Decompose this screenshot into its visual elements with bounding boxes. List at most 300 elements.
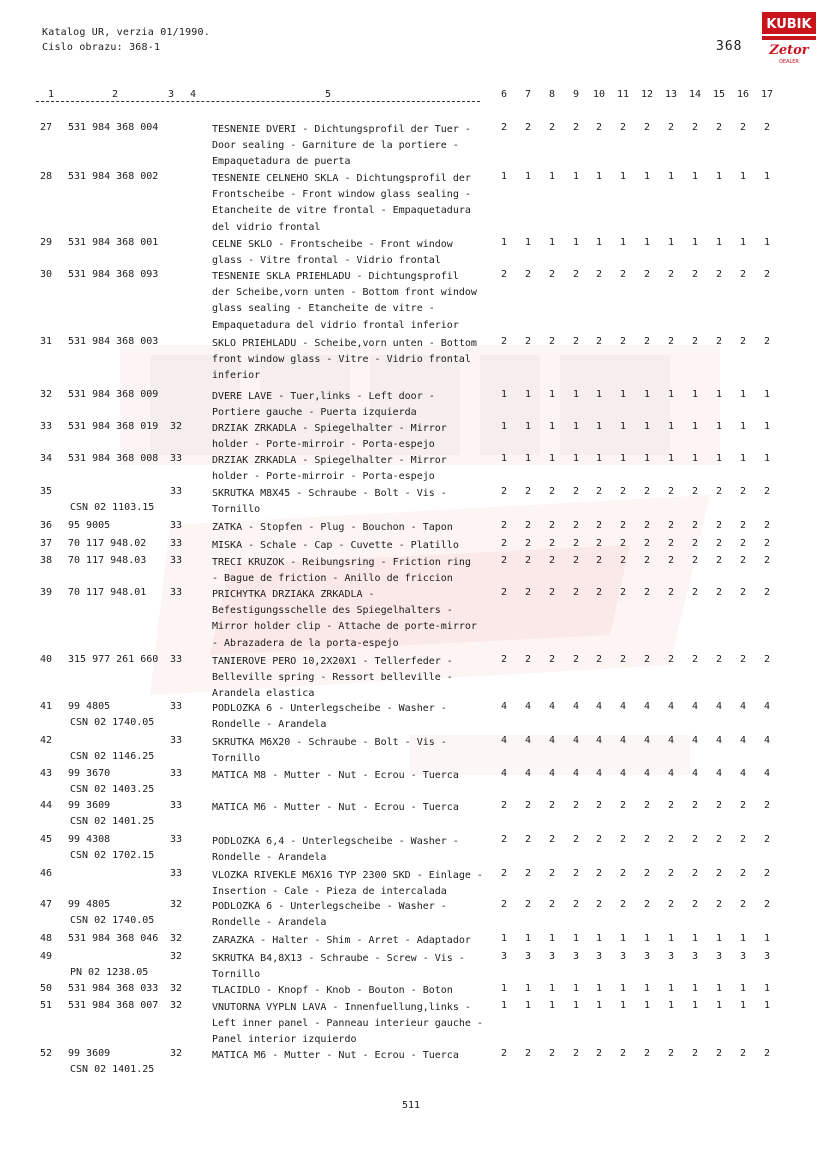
quantity-cell: 4	[667, 768, 675, 779]
quantity-cell: 1	[572, 421, 580, 432]
quantity-cell: 2	[691, 899, 699, 910]
quantity-cell: 1	[691, 983, 699, 994]
reference-number: 33	[170, 701, 183, 712]
reference-number: 32	[170, 983, 183, 994]
quantity-cell: 2	[739, 654, 747, 665]
quantity-cell: 4	[715, 701, 723, 712]
quantity-cell: 3	[548, 951, 556, 962]
quantity-cell: 4	[548, 735, 556, 746]
quantity-cell: 2	[763, 269, 771, 280]
col-header-15: 15	[712, 89, 726, 100]
quantity-cell: 1	[667, 453, 675, 464]
part-number: 99 3670	[68, 768, 111, 779]
part-number: 531 984 368 033	[68, 983, 159, 994]
quantity-cell: 2	[691, 520, 699, 531]
quantity-cell: 1	[739, 983, 747, 994]
quantity-cell: 3	[691, 951, 699, 962]
quantity-cell: 2	[524, 899, 532, 910]
quantity-cell: 1	[572, 983, 580, 994]
logo-text-top: KUBIK	[766, 17, 812, 32]
quantity-cell: 4	[619, 735, 627, 746]
quantity-cell: 1	[643, 171, 651, 182]
quantity-cell: 1	[619, 933, 627, 944]
part-description: PODLOZKA 6 - Unterlegscheibe - Washer - Rondelle - Arandela	[212, 901, 447, 929]
quantity-cell: 2	[763, 800, 771, 811]
quantity-cell: 1	[595, 171, 603, 182]
quantity-cell: 2	[524, 555, 532, 566]
reference-number: 32	[170, 899, 183, 910]
quantity-cell: 1	[739, 1000, 747, 1011]
quantity-cell: 4	[524, 768, 532, 779]
quantity-cell: 2	[643, 336, 651, 347]
quantity-cell: 1	[524, 171, 532, 182]
reference-number: 33	[170, 555, 183, 566]
quantity-cell: 1	[524, 453, 532, 464]
reference-number: 33	[170, 486, 183, 497]
quantity-cell: 2	[715, 520, 723, 531]
standard-number: CSN 02 1702.15	[70, 850, 155, 861]
quantity-cell: 2	[524, 587, 532, 598]
quantity-cell: 1	[500, 171, 508, 182]
quantity-cell: 2	[595, 520, 603, 531]
quantity-cell: 2	[667, 555, 675, 566]
quantity-cell: 2	[691, 555, 699, 566]
col-header-16: 16	[736, 89, 750, 100]
part-description: ZATKA - Stopfen - Plug - Bouchon - Tapon	[212, 522, 453, 533]
quantity-cell: 2	[739, 538, 747, 549]
quantity-cell: 2	[500, 486, 508, 497]
quantity-cell: 1	[691, 237, 699, 248]
part-number: 531 984 368 007	[68, 1000, 159, 1011]
quantity-cell: 2	[524, 834, 532, 845]
quantity-cell: 4	[763, 701, 771, 712]
part-description: SKLO PRIEHLADU - Scheibe,vorn unten - Bottom front window glass - Vitre - Vidrio frontal inferior	[212, 338, 477, 382]
quantity-cell: 1	[643, 983, 651, 994]
quantity-cell: 2	[524, 1048, 532, 1059]
part-description: SKRUTKA B4,8X13 - Schraube - Screw - Vis - Tornillo	[212, 953, 465, 981]
quantity-cell: 1	[524, 237, 532, 248]
quantity-cell: 2	[619, 800, 627, 811]
part-description: DRZIAK ZRKADLA - Spiegelhalter - Mirror holder - Porte-mirroir - Porta-espejo	[212, 455, 447, 483]
quantity-cell: 1	[500, 453, 508, 464]
quantity-cell: 2	[643, 269, 651, 280]
position-number: 29	[40, 237, 53, 248]
standard-number: CSN 02 1403.25	[70, 784, 155, 795]
quantity-cell: 2	[715, 538, 723, 549]
quantity-cell: 2	[619, 486, 627, 497]
quantity-cell: 2	[595, 122, 603, 133]
quantity-cell: 2	[500, 122, 508, 133]
quantity-cell: 1	[667, 933, 675, 944]
part-number: 99 3609	[68, 800, 111, 811]
part-number: 95 9005	[68, 520, 111, 531]
quantity-cell: 1	[595, 983, 603, 994]
quantity-cell: 2	[500, 538, 508, 549]
reference-number: 33	[170, 587, 183, 598]
quantity-cell: 1	[572, 933, 580, 944]
quantity-cell: 4	[763, 768, 771, 779]
reference-number: 33	[170, 453, 183, 464]
quantity-cell: 2	[691, 1048, 699, 1059]
position-number: 42	[40, 735, 53, 746]
reference-number: 32	[170, 1048, 183, 1059]
quantity-cell: 2	[643, 587, 651, 598]
quantity-cell: 1	[572, 389, 580, 400]
quantity-cell: 1	[524, 421, 532, 432]
position-number: 33	[40, 421, 53, 432]
quantity-cell: 2	[500, 269, 508, 280]
quantity-cell: 2	[572, 486, 580, 497]
kubik-zetor-logo	[762, 12, 816, 64]
position-number: 28	[40, 171, 53, 182]
part-number: 531 984 368 093	[68, 269, 159, 280]
quantity-cell: 2	[739, 868, 747, 879]
quantity-cell: 2	[763, 587, 771, 598]
quantity-cell: 2	[548, 1048, 556, 1059]
quantity-cell: 1	[763, 389, 771, 400]
quantity-cell: 2	[500, 555, 508, 566]
quantity-cell: 1	[548, 453, 556, 464]
part-description: SKRUTKA M8X45 - Schraube - Bolt - Vis - Tornillo	[212, 488, 447, 516]
quantity-cell: 2	[691, 834, 699, 845]
quantity-cell: 1	[763, 171, 771, 182]
quantity-cell: 1	[643, 453, 651, 464]
quantity-cell: 1	[667, 389, 675, 400]
quantity-cell: 4	[667, 701, 675, 712]
quantity-cell: 2	[739, 834, 747, 845]
col-header-7: 7	[524, 89, 532, 100]
quantity-cell: 2	[667, 587, 675, 598]
quantity-cell: 4	[572, 735, 580, 746]
quantity-cell: 1	[595, 389, 603, 400]
quantity-cell: 2	[572, 336, 580, 347]
quantity-cell: 2	[548, 800, 556, 811]
quantity-cell: 1	[500, 983, 508, 994]
quantity-cell: 3	[715, 951, 723, 962]
quantity-cell: 3	[524, 951, 532, 962]
quantity-cell: 4	[715, 735, 723, 746]
quantity-cell: 4	[643, 701, 651, 712]
quantity-cell: 2	[595, 587, 603, 598]
part-number: 99 4805	[68, 899, 111, 910]
quantity-cell: 2	[524, 654, 532, 665]
quantity-cell: 2	[548, 555, 556, 566]
quantity-cell: 1	[739, 389, 747, 400]
quantity-cell: 1	[691, 389, 699, 400]
quantity-cell: 4	[524, 735, 532, 746]
reference-number: 33	[170, 538, 183, 549]
quantity-cell: 2	[643, 800, 651, 811]
quantity-cell: 2	[643, 486, 651, 497]
figure-number: Cislo obrazu: 368-1	[42, 42, 161, 53]
quantity-cell: 2	[715, 654, 723, 665]
quantity-cell: 4	[548, 701, 556, 712]
quantity-cell: 2	[500, 834, 508, 845]
quantity-cell: 4	[595, 735, 603, 746]
quantity-cell: 1	[739, 237, 747, 248]
part-number: 70 117 948.03	[68, 555, 147, 566]
quantity-cell: 1	[619, 421, 627, 432]
quantity-cell: 2	[763, 555, 771, 566]
quantity-cell: 2	[524, 122, 532, 133]
quantity-cell: 1	[715, 933, 723, 944]
quantity-cell: 2	[691, 486, 699, 497]
quantity-cell: 4	[691, 735, 699, 746]
quantity-cell: 1	[715, 237, 723, 248]
position-number: 31	[40, 336, 53, 347]
quantity-cell: 2	[715, 587, 723, 598]
quantity-cell: 2	[619, 122, 627, 133]
col-header-13: 13	[664, 89, 678, 100]
position-number: 40	[40, 654, 53, 665]
part-description: VNUTORNA VYPLN LAVA - Innenfuellung,links - Left inner panel - Panneau interieur gauche - Panel interior izquierdo	[212, 1002, 483, 1046]
quantity-cell: 2	[595, 654, 603, 665]
reference-number: 32	[170, 933, 183, 944]
quantity-cell: 4	[595, 701, 603, 712]
quantity-cell: 4	[500, 701, 508, 712]
position-number: 52	[40, 1048, 53, 1059]
quantity-cell: 3	[667, 951, 675, 962]
part-number: 315 977 261 660	[68, 654, 159, 665]
part-description: TESNENIE SKLA PRIEHLADU - Dichtungsprofil der Scheibe,vorn unten - Bottom front window glass sealing - Etancheite de vitre - Empaquetadura del vidrio frontal inferior	[212, 271, 477, 331]
quantity-cell: 1	[739, 933, 747, 944]
quantity-cell: 2	[643, 1048, 651, 1059]
quantity-cell: 2	[548, 520, 556, 531]
quantity-cell: 2	[739, 336, 747, 347]
quantity-cell: 2	[572, 899, 580, 910]
quantity-cell: 2	[667, 800, 675, 811]
quantity-cell: 2	[595, 269, 603, 280]
quantity-cell: 2	[739, 122, 747, 133]
quantity-cell: 1	[715, 171, 723, 182]
part-number: 531 984 368 009	[68, 389, 159, 400]
reference-number: 32	[170, 421, 183, 432]
quantity-cell: 1	[643, 421, 651, 432]
catalog-version: Katalog UR, verzia 01/1990.	[42, 27, 210, 38]
position-number: 32	[40, 389, 53, 400]
position-number: 45	[40, 834, 53, 845]
quantity-cell: 2	[715, 899, 723, 910]
standard-number: CSN 02 1740.05	[70, 915, 155, 926]
part-description: MATICA M8 - Mutter - Nut - Ecrou - Tuerca	[212, 770, 459, 781]
quantity-cell: 2	[691, 122, 699, 133]
col-header-11: 11	[616, 89, 630, 100]
col-header-3: 3	[168, 89, 175, 100]
reference-number: 32	[170, 1000, 183, 1011]
quantity-cell: 2	[548, 336, 556, 347]
quantity-cell: 2	[667, 899, 675, 910]
footer-page-number: 511	[402, 1100, 421, 1111]
quantity-cell: 2	[643, 834, 651, 845]
quantity-cell: 2	[619, 587, 627, 598]
quantity-cell: 2	[500, 800, 508, 811]
quantity-cell: 2	[763, 336, 771, 347]
part-description: TANIEROVE PERO 10,2X20X1 - Tellerfeder - Belleville spring - Ressort belleville - Arandela elastica	[212, 656, 453, 700]
quantity-cell: 2	[763, 834, 771, 845]
quantity-cell: 1	[739, 171, 747, 182]
quantity-cell: 2	[619, 899, 627, 910]
quantity-cell: 2	[763, 122, 771, 133]
part-description: PODLOZKA 6,4 - Unterlegscheibe - Washer - Rondelle - Arandela	[212, 836, 459, 864]
quantity-cell: 1	[643, 933, 651, 944]
quantity-cell: 1	[619, 983, 627, 994]
reference-number: 33	[170, 768, 183, 779]
quantity-cell: 2	[572, 1048, 580, 1059]
quantity-cell: 2	[763, 520, 771, 531]
quantity-cell: 2	[667, 1048, 675, 1059]
quantity-cell: 2	[763, 899, 771, 910]
quantity-cell: 1	[548, 933, 556, 944]
quantity-cell: 1	[763, 983, 771, 994]
part-description: VLOZKA RIVEKLE M6X16 TYP 2300 SKD - Einlage - Insertion - Cale - Pieza de intercalada	[212, 870, 483, 898]
col-header-14: 14	[688, 89, 702, 100]
part-description: MISKA - Schale - Cap - Cuvette - Platillo	[212, 540, 459, 551]
quantity-cell: 1	[643, 389, 651, 400]
quantity-cell: 1	[643, 1000, 651, 1011]
quantity-cell: 2	[619, 336, 627, 347]
reference-number: 33	[170, 800, 183, 811]
quantity-cell: 3	[595, 951, 603, 962]
quantity-cell: 4	[763, 735, 771, 746]
quantity-cell: 2	[548, 868, 556, 879]
quantity-cell: 4	[643, 735, 651, 746]
quantity-cell: 2	[572, 538, 580, 549]
quantity-cell: 1	[595, 1000, 603, 1011]
position-number: 49	[40, 951, 53, 962]
quantity-cell: 2	[739, 587, 747, 598]
quantity-cell: 2	[763, 1048, 771, 1059]
quantity-cell: 2	[595, 899, 603, 910]
quantity-cell: 2	[643, 899, 651, 910]
quantity-cell: 2	[715, 868, 723, 879]
quantity-cell: 1	[667, 1000, 675, 1011]
col-header-5: 5	[325, 89, 332, 100]
part-description: PODLOZKA 6 - Unterlegscheibe - Washer - Rondelle - Arandela	[212, 703, 447, 731]
part-description: CELNE SKLO - Frontscheibe - Front window glass - Vitre frontal - Vidrio frontal	[212, 239, 453, 267]
quantity-cell: 2	[500, 336, 508, 347]
quantity-cell: 4	[619, 701, 627, 712]
quantity-cell: 2	[595, 486, 603, 497]
col-header-8: 8	[548, 89, 556, 100]
quantity-cell: 2	[572, 555, 580, 566]
quantity-cell: 2	[739, 899, 747, 910]
col-header-12: 12	[640, 89, 654, 100]
quantity-cell: 2	[548, 122, 556, 133]
reference-number: 33	[170, 868, 183, 879]
quantity-cell: 1	[619, 171, 627, 182]
quantity-cell: 1	[667, 421, 675, 432]
quantity-cell: 1	[500, 389, 508, 400]
quantity-cell: 2	[739, 486, 747, 497]
quantity-cell: 4	[500, 768, 508, 779]
quantity-cell: 1	[691, 421, 699, 432]
part-description: TRECI KRUZOK - Reibungsring - Friction ring - Bague de friction - Anillo de friccion	[212, 557, 471, 585]
quantity-cell: 2	[524, 800, 532, 811]
quantity-cell: 2	[643, 654, 651, 665]
part-description: SKRUTKA M6X20 - Schraube - Bolt - Vis - Tornillo	[212, 737, 447, 765]
quantity-cell: 2	[691, 868, 699, 879]
quantity-cell: 2	[619, 269, 627, 280]
col-header-1: 1	[48, 89, 55, 100]
quantity-cell: 1	[524, 983, 532, 994]
quantity-cell: 1	[524, 1000, 532, 1011]
quantity-cell: 1	[691, 933, 699, 944]
quantity-cell: 2	[595, 555, 603, 566]
quantity-cell: 1	[572, 1000, 580, 1011]
position-number: 35	[40, 486, 53, 497]
quantity-cell: 4	[524, 701, 532, 712]
quantity-cell: 2	[763, 868, 771, 879]
quantity-cell: 2	[691, 587, 699, 598]
position-number: 27	[40, 122, 53, 133]
quantity-cell: 2	[500, 1048, 508, 1059]
quantity-cell: 2	[572, 122, 580, 133]
quantity-cell: 1	[619, 453, 627, 464]
quantity-cell: 2	[548, 486, 556, 497]
standard-number: CSN 02 1401.25	[70, 1064, 155, 1075]
quantity-cell: 2	[500, 899, 508, 910]
quantity-cell: 2	[715, 336, 723, 347]
quantity-cell: 2	[548, 587, 556, 598]
quantity-cell: 4	[572, 701, 580, 712]
part-description: MATICA M6 - Mutter - Nut - Ecrou - Tuerca	[212, 802, 459, 813]
quantity-cell: 4	[739, 735, 747, 746]
quantity-cell: 2	[691, 336, 699, 347]
quantity-cell: 2	[548, 269, 556, 280]
quantity-cell: 1	[500, 421, 508, 432]
quantity-cell: 1	[524, 933, 532, 944]
quantity-cell: 1	[763, 1000, 771, 1011]
col-header-17: 17	[760, 89, 774, 100]
quantity-cell: 2	[572, 800, 580, 811]
reference-number: 33	[170, 520, 183, 531]
quantity-cell: 2	[524, 336, 532, 347]
quantity-cell: 3	[739, 951, 747, 962]
quantity-cell: 3	[572, 951, 580, 962]
quantity-cell: 2	[619, 654, 627, 665]
quantity-cell: 1	[715, 421, 723, 432]
quantity-cell: 2	[643, 555, 651, 566]
quantity-cell: 4	[691, 768, 699, 779]
quantity-cell: 2	[524, 269, 532, 280]
quantity-cell: 2	[619, 1048, 627, 1059]
logo-text-sub: DEALER	[779, 59, 799, 64]
position-number: 48	[40, 933, 53, 944]
reference-number: 32	[170, 951, 183, 962]
quantity-cell: 1	[667, 983, 675, 994]
quantity-cell: 2	[739, 520, 747, 531]
part-number: 531 984 368 004	[68, 122, 159, 133]
quantity-cell: 1	[715, 389, 723, 400]
position-number: 36	[40, 520, 53, 531]
quantity-cell: 1	[500, 1000, 508, 1011]
quantity-cell: 1	[763, 237, 771, 248]
quantity-cell: 3	[643, 951, 651, 962]
col-header-9: 9	[572, 89, 580, 100]
quantity-cell: 1	[739, 453, 747, 464]
quantity-cell: 2	[763, 538, 771, 549]
quantity-cell: 1	[667, 237, 675, 248]
quantity-cell: 2	[667, 868, 675, 879]
col-header-4: 4	[190, 89, 197, 100]
part-description: MATICA M6 - Mutter - Nut - Ecrou - Tuerca	[212, 1050, 459, 1061]
col-header-10: 10	[592, 89, 606, 100]
quantity-cell: 1	[595, 453, 603, 464]
reference-number: 33	[170, 654, 183, 665]
part-number: 99 3609	[68, 1048, 111, 1059]
position-number: 50	[40, 983, 53, 994]
position-number: 43	[40, 768, 53, 779]
